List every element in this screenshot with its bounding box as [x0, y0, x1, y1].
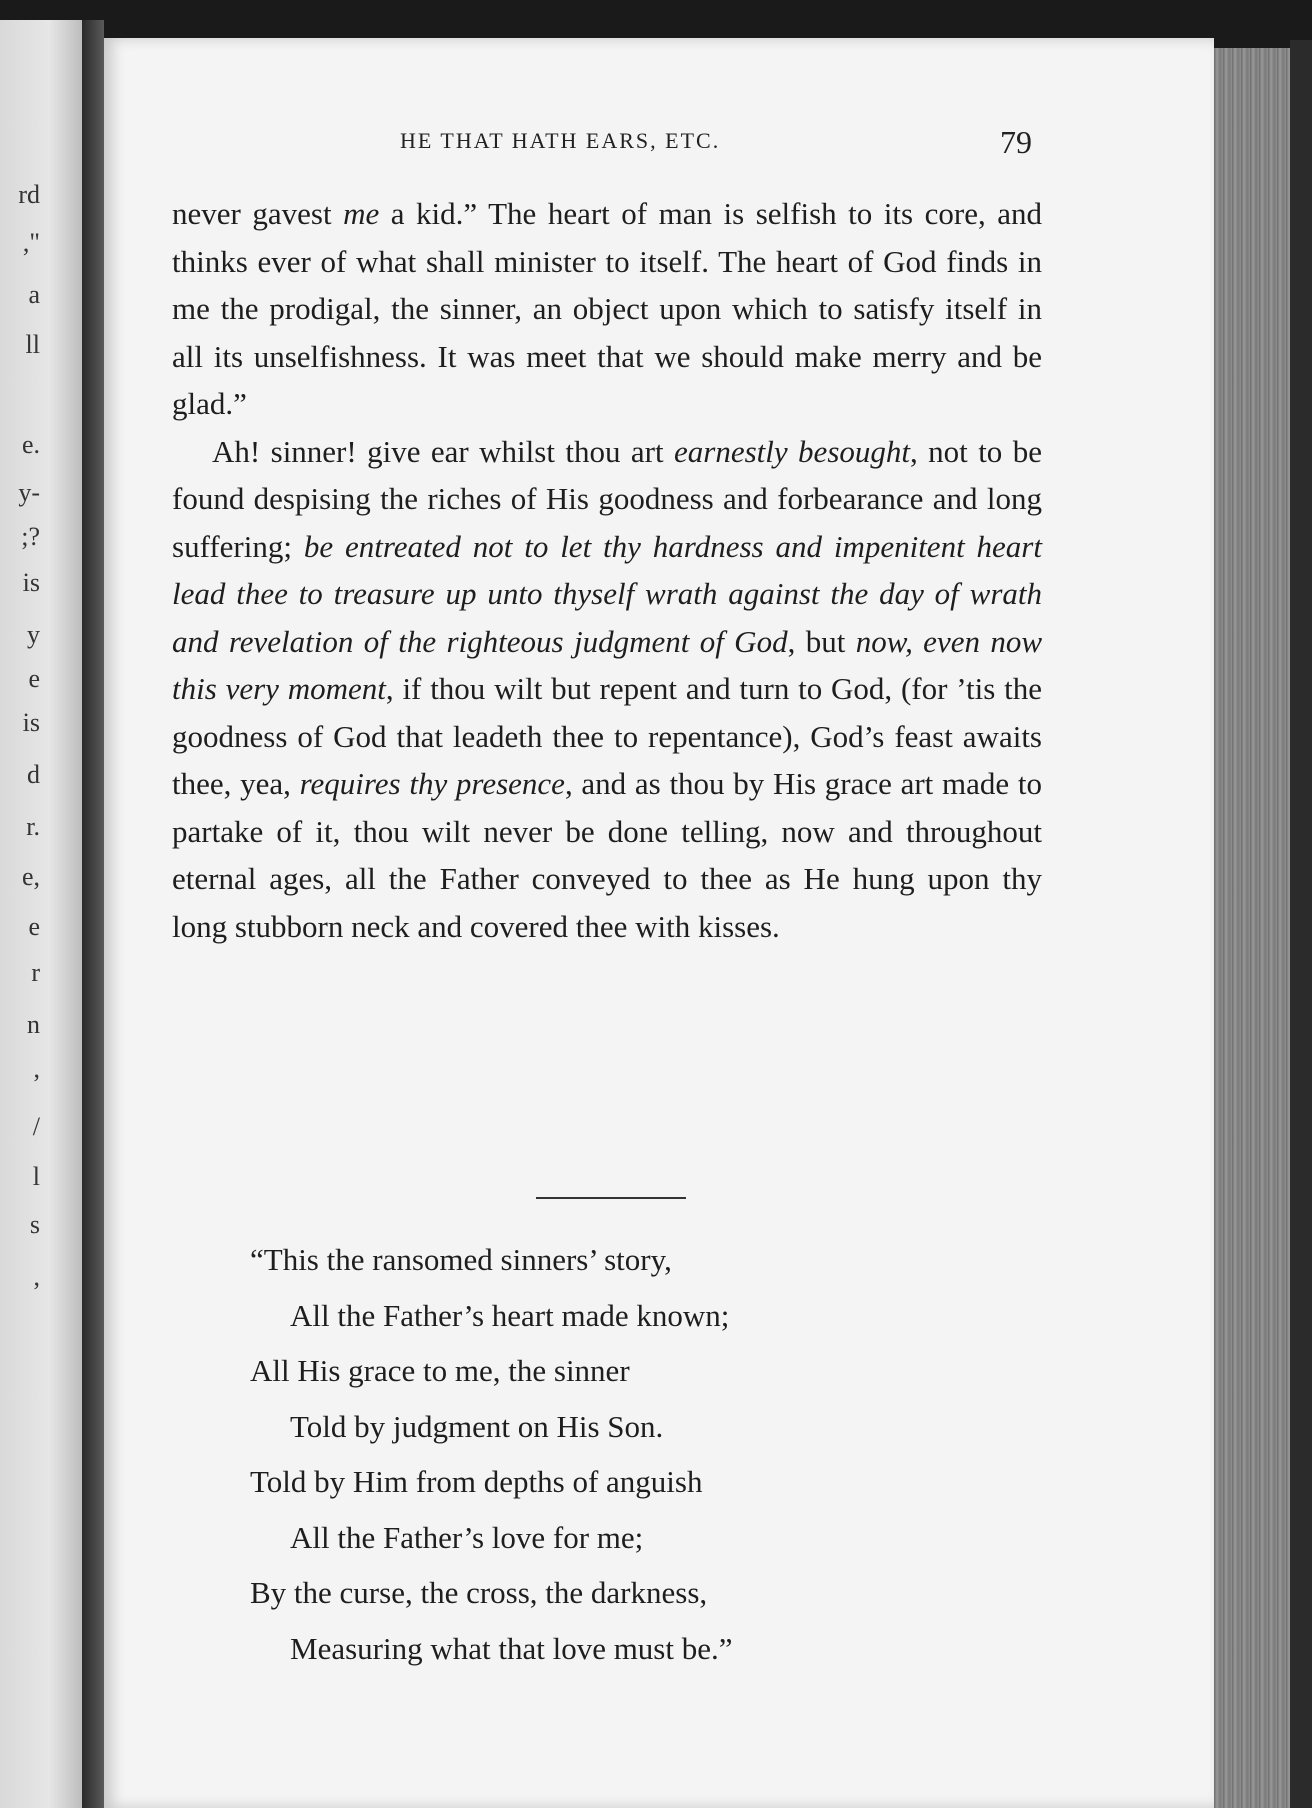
text-run: Ah! sinner! give ear whilst thou art — [212, 433, 675, 469]
text-run: a kid.” The heart of man is selfish to its core, and thinks ever of what shall minister to itself. The heart of God finds in me the prodigal, the sinner, an object upon which to satisfy itself in all its unselfishness. It was meet that we should make merry and be glad.” — [172, 196, 1042, 421]
left-page-fragment: e — [28, 912, 40, 941]
poem-line: “This the ransomed sinners’ story, — [250, 1242, 672, 1277]
left-page-fragment: is — [22, 708, 40, 737]
left-page-fragment: y- — [18, 478, 40, 507]
paragraph — [172, 428, 1042, 951]
left-page-fragment: , — [33, 1054, 40, 1083]
text-run: , not to be found despising the riches of His goodness and forbearance and long suffering; — [172, 433, 1042, 564]
poem-stanza — [250, 1232, 1050, 1676]
left-page-fragment: r — [31, 958, 40, 987]
running-title: HE THAT HATH EARS, ETC. — [400, 128, 721, 153]
left-page-fragment: , — [33, 1262, 40, 1291]
poem-line: Measuring what that love must be.” — [290, 1630, 733, 1666]
left-page-fragment: e — [28, 664, 40, 693]
poem-line: Told by judgment on His Son. — [290, 1408, 664, 1444]
poem-line: All His grace to me, the sinner — [250, 1353, 630, 1388]
left-page-fragment: e, — [21, 862, 40, 891]
poem-line: Told by Him from depths of anguish — [250, 1464, 703, 1499]
left-page-fragment: ," — [22, 228, 40, 257]
text-run: , but — [787, 623, 856, 659]
italic-text: me — [343, 196, 380, 231]
left-page-fragment: y — [27, 620, 40, 649]
poem-line: All the Father’s heart made known; — [290, 1297, 730, 1333]
italic-text: requires thy presence — [299, 766, 565, 801]
section-divider — [536, 1197, 686, 1199]
text-run: never gavest — [172, 196, 344, 231]
italic-text: now, even now this very moment — [172, 623, 1043, 706]
left-page-fragment: d — [27, 760, 40, 789]
left-page-fragment: a — [28, 280, 40, 309]
paragraph — [172, 190, 1042, 428]
left-page-fragment: rd — [18, 180, 40, 209]
left-page-fragment: l — [32, 1162, 40, 1191]
left-page-fragment: / — [32, 1112, 40, 1141]
poem-line: By the curse, the cross, the darkness, — [250, 1575, 708, 1610]
left-page-fragment: is — [22, 568, 40, 597]
left-page-fragment: r. — [26, 812, 40, 841]
left-page-fragment: s — [29, 1210, 40, 1239]
book-gutter — [82, 20, 104, 1808]
body-text — [172, 190, 1042, 950]
book-cover-edge — [1290, 40, 1312, 1808]
text-run: , if thou wilt but repent and turn to God, (for ’tis the goodness of God that leadeth thee to repentance), God’s feast awaits thee, yea, — [172, 671, 1042, 801]
text-run: , and as thou by His grace art made to partake of it, thou wilt never be done telling, now and throughout eternal ages, all the Father conveyed to thee as He hung upon thy long stubborn neck and covered thee with kisses. — [172, 766, 1042, 944]
poem-line: All the Father’s love for me; — [290, 1519, 644, 1555]
left-page-fragment: ;? — [21, 522, 40, 551]
left-page-fragment: ll — [25, 330, 40, 359]
page-number: 79 — [1000, 124, 1032, 160]
italic-text: earnestly besought — [674, 433, 910, 469]
italic-text: be entreated not to let thy hardness and impenitent heart lead thee to treasure up unto thyself wrath against the day of wrath and revelation of the righteous judgment of God — [172, 528, 1042, 659]
left-page-fragment: n — [27, 1010, 40, 1039]
left-page-fragment: e. — [21, 430, 40, 459]
